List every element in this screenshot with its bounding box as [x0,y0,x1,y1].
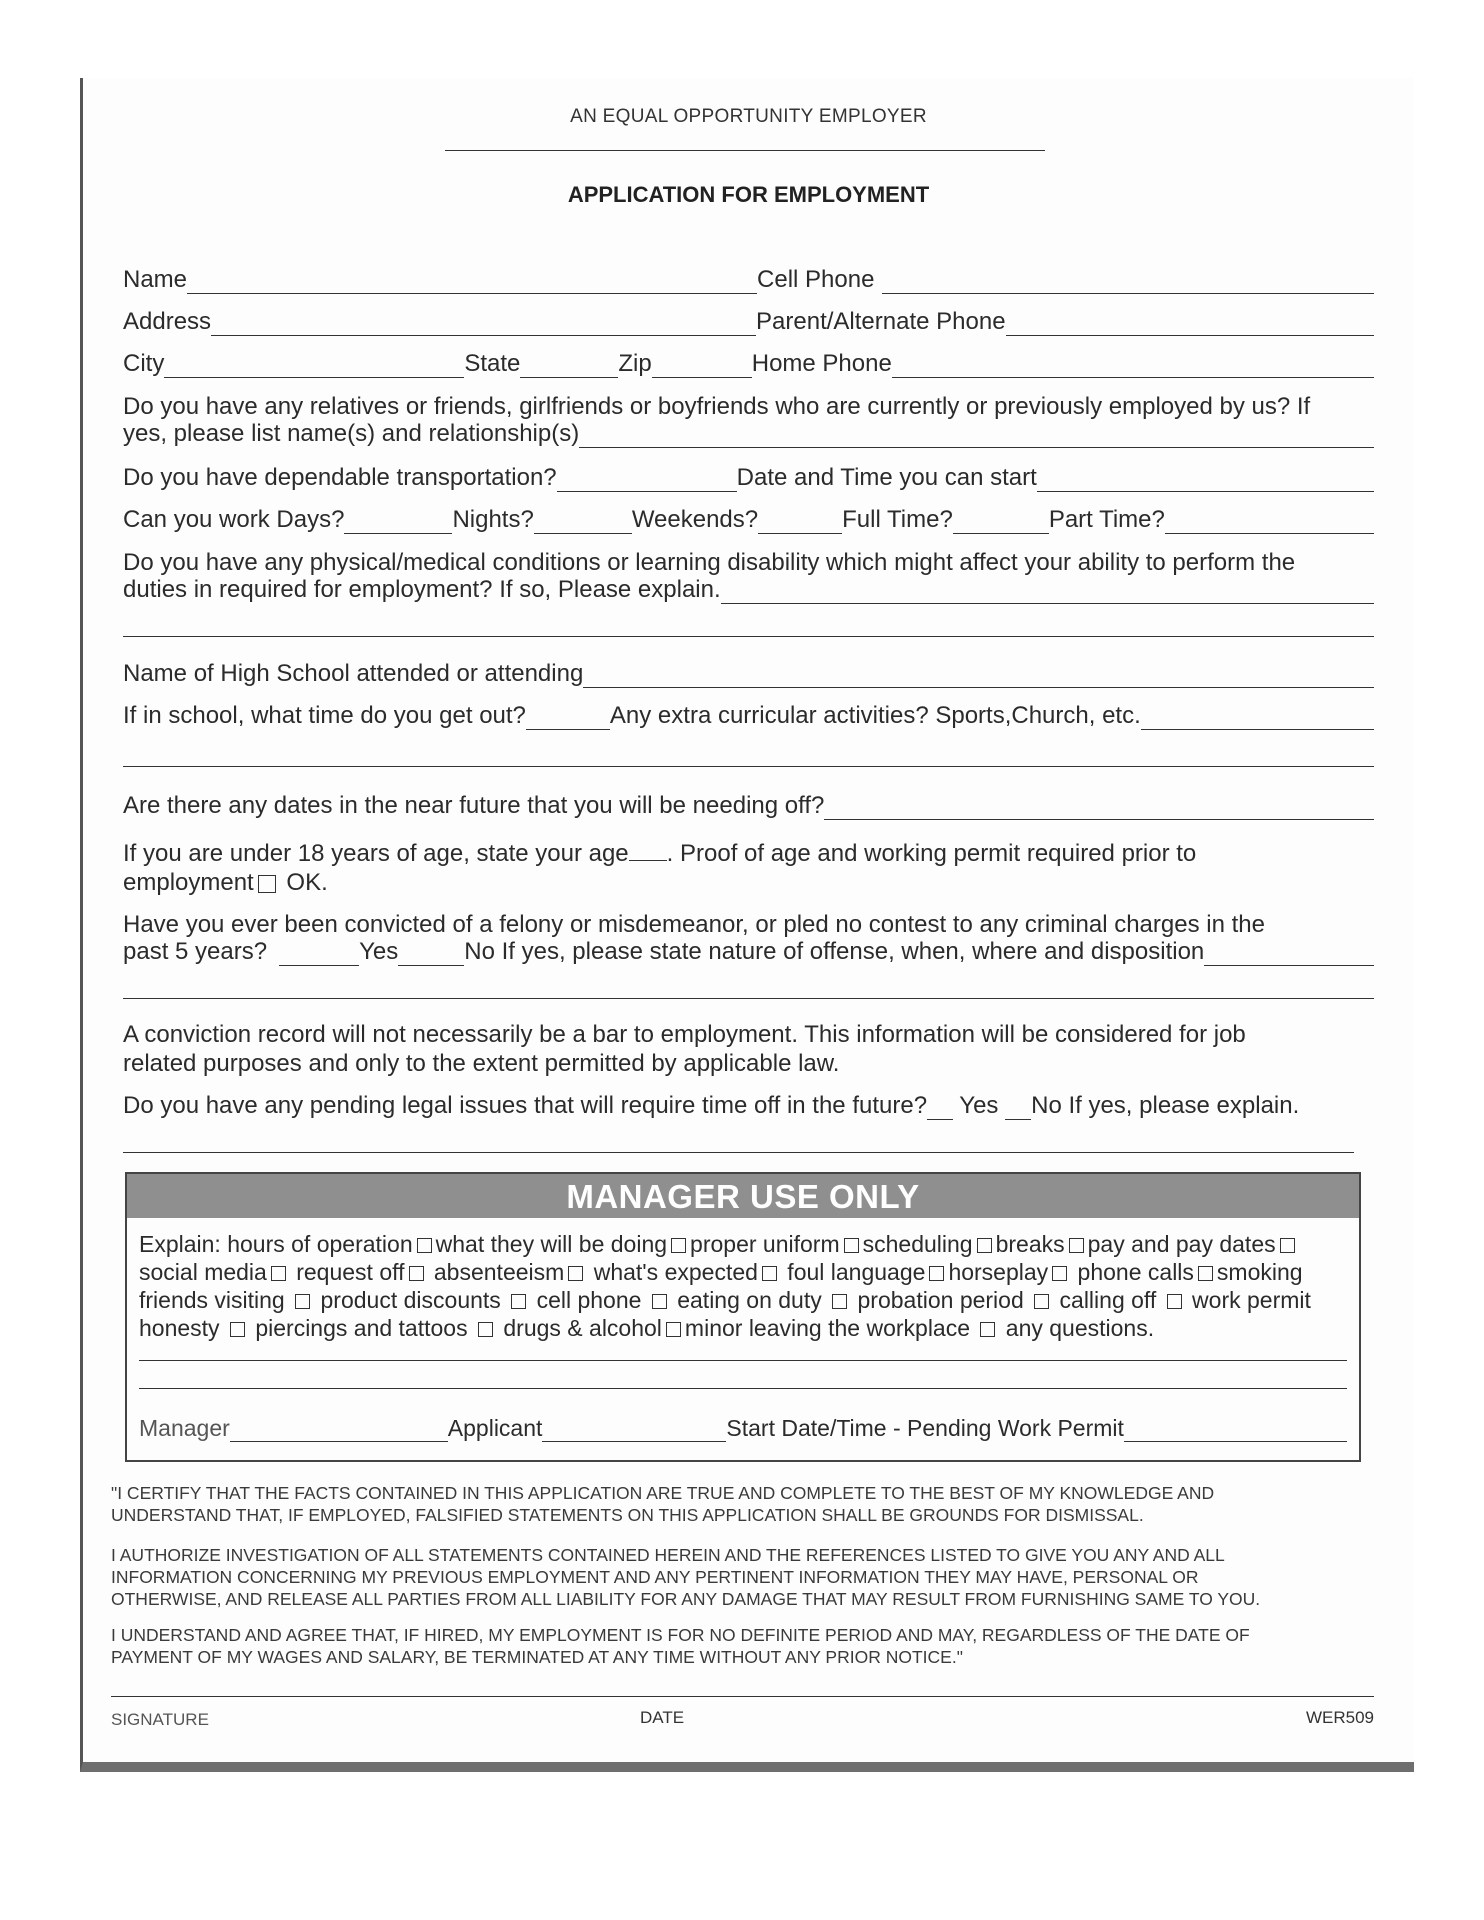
checklist-checkbox[interactable] [844,1238,859,1253]
legal-yes-label: Yes [953,1092,1006,1119]
checklist-item: social media [139,1259,267,1285]
signature-label: SIGNATURE [111,1710,209,1729]
parent-phone-field[interactable] [1006,313,1374,336]
checklist-checkbox[interactable] [1167,1294,1182,1309]
checklist-checkbox[interactable] [511,1294,526,1309]
relatives-question [123,392,1374,421]
certify-line2: UNDERSTAND THAT, IF EMPLOYED, FALSIFIED STATEMENTS ON THIS APPLICATION SHALL BE GROUNDS FOR DISMISSAL. [111,1505,1144,1525]
age-text-b: . Proof of age and working permit required prior to [666,840,1197,867]
checklist-item: drugs & alcohol [496,1315,662,1341]
checklist-item: any questions. [999,1315,1155,1341]
felony-extra-line[interactable] [123,998,1374,999]
legal-yes-field[interactable] [927,1097,953,1120]
felony-text-b: No If yes, please state nature of offense, when, where and disposition [464,938,1205,965]
checklist-checkbox[interactable] [929,1266,944,1281]
age-line1 [123,838,1374,868]
parent-phone-label: Parent/Alternate Phone [756,308,1006,335]
checklist-item: breaks [995,1231,1065,1257]
manager-use-box [125,1172,1361,1462]
work-days-label: Can you work Days? [123,506,345,533]
part-time-field[interactable] [1165,511,1374,534]
felony-disposition-field[interactable] [1204,943,1374,966]
checklist-checkbox[interactable] [568,1266,583,1281]
checklist-item: piercings and tattoos [248,1315,474,1341]
ok-checkbox[interactable] [258,875,276,893]
zip-label: Zip [618,350,652,377]
cell-phone-label: Cell Phone [757,266,875,293]
legal-extra-line[interactable] [123,1152,1354,1153]
checklist-item: probation period [851,1287,1031,1313]
name-field[interactable] [187,271,757,294]
full-time-field[interactable] [953,511,1049,534]
checklist-item: foul language [780,1259,926,1285]
row-address [123,306,1374,336]
date-label: DATE [640,1708,685,1727]
checklist-checkbox[interactable] [832,1294,847,1309]
felony-line1: Have you ever been convicted of a felony or misdemeanor, or pled no contest to any criminal charges in the [123,911,1265,938]
relatives-line2: yes, please list name(s) and relationship(s) [123,420,580,447]
legal-no-field[interactable] [1005,1097,1031,1120]
checklist-item: minor leaving the workplace [684,1315,977,1341]
checklist-item: proper uniform [690,1231,840,1257]
certify-line1: "I CERTIFY THAT THE FACTS CONTAINED IN THIS APPLICATION ARE TRUE AND COMPLETE TO THE BEST OF MY KNOWLEDGE AND [111,1483,1215,1503]
authorize-line1: I AUTHORIZE INVESTIGATION OF ALL STATEMENTS CONTAINED HEREIN AND THE REFERENCES LISTED TO GIVE YOU ANY AND ALL [111,1545,1225,1565]
city-label: City [123,350,165,377]
start-date-label: Date and Time you can start [736,464,1037,491]
checklist-checkbox[interactable] [230,1322,245,1337]
address-label: Address [123,308,212,335]
conviction-line1: A conviction record will not necessarily be a bar to employment. This information will be considered for job [123,1021,1246,1048]
row-transportation [123,462,1374,492]
understand-statement [111,1624,1374,1668]
applicant-sign-field[interactable] [542,1419,726,1442]
checklist-item: eating on duty [670,1287,829,1313]
conviction-line2: related purposes and only to the extent permitted by applicable law. [123,1050,840,1077]
manager-heading: MANAGER USE ONLY [127,1174,1359,1218]
nights-field[interactable] [534,511,632,534]
high-school-label: Name of High School attended or attending [123,660,584,687]
part-time-label: Part Time? [1048,506,1165,533]
high-school-field[interactable] [583,665,1374,688]
checklist-item: honesty [139,1315,226,1341]
medical-question [123,548,1374,577]
medical-extra-line[interactable] [123,636,1374,637]
relatives-field[interactable] [579,425,1374,448]
checklist-checkbox[interactable] [762,1266,777,1281]
medical-line1: Do you have any physical/medical conditions or learning disability which might affect your ability to perform the [123,549,1296,576]
checklist-item: horseplay [948,1259,1049,1285]
manager-sign-row [139,1412,1347,1442]
extracurricular-field[interactable] [1141,707,1374,730]
checklist-item: calling off [1053,1287,1163,1313]
checklist-checkbox[interactable] [271,1266,286,1281]
felony-yes-field[interactable] [279,943,359,966]
checklist-checkbox[interactable] [1034,1294,1049,1309]
employer-line: AN EQUAL OPPORTUNITY EMPLOYER [570,106,927,127]
checklist-item: product discounts [314,1287,508,1313]
checklist-checkbox[interactable] [409,1266,424,1281]
header-rule [445,150,1045,151]
relatives-line1: Do you have any relatives or friends, girlfriends or boyfriends who are currently or previously employed by us? If [123,393,1311,420]
checklist-item: what they will be doing [435,1231,668,1257]
ok-text: OK. [279,869,328,896]
age-question [123,838,1374,897]
legal-text-b: No If yes, please explain. [1031,1092,1300,1119]
row-medical [123,574,1374,604]
checklist-item: smoking [1216,1259,1303,1285]
authorize-statement [111,1544,1374,1610]
row-city [123,348,1374,378]
full-time-label: Full Time? [842,506,953,533]
start-date-permit-field[interactable] [1124,1419,1347,1442]
row-relatives [123,418,1374,448]
age-line2 [123,868,1374,897]
dates-off-label: Are there any dates in the near future that you will be needing off? [123,792,825,819]
understand-line2: PAYMENT OF MY WAGES AND SALARY, BE TERMINATED AT ANY TIME WITHOUT ANY PRIOR NOTICE." [111,1647,963,1667]
home-phone-field[interactable] [892,355,1374,378]
manager-notes-line-1[interactable] [139,1360,1347,1361]
address-field[interactable] [211,313,756,336]
checklist-checkbox[interactable] [671,1238,686,1253]
understand-line1: I UNDERSTAND AND AGREE THAT, IF HIRED, MY EMPLOYMENT IS FOR NO DEFINITE PERIOD AND MAY, REGARDLESS OF THE DATE OF [111,1625,1250,1645]
cell-phone-field[interactable] [882,271,1374,294]
checklist-checkbox[interactable] [652,1294,667,1309]
checklist-item: request off [289,1259,405,1285]
school-out-label: If in school, what time do you get out? [123,702,526,729]
checklist-checkbox[interactable] [1052,1266,1067,1281]
zip-field[interactable] [652,355,752,378]
medical-field[interactable] [721,581,1374,604]
checklist-checkbox[interactable] [417,1238,432,1253]
state-field[interactable] [520,355,618,378]
checklist-checkbox[interactable] [1198,1266,1213,1281]
dates-off-field[interactable] [824,797,1374,820]
checklist-item: work permit [1185,1287,1311,1313]
transportation-field[interactable] [557,469,737,492]
checklist-item: Explain: hours of operation [139,1231,413,1257]
checklist-checkbox[interactable] [1280,1238,1295,1253]
weekends-field[interactable] [758,511,842,534]
row-school-out [123,700,1374,730]
row-high-school [123,658,1374,688]
manager-sign-field[interactable] [230,1419,448,1442]
row-dates-off [123,790,1374,820]
transportation-label: Do you have dependable transportation? [123,464,557,491]
manager-line-2 [139,1258,1347,1286]
start-date-permit-label: Start Date/Time - Pending Work Permit [726,1415,1124,1441]
manager-checklist [127,1218,1359,1342]
checklist-checkbox[interactable] [980,1322,995,1337]
applicant-label: Applicant [447,1415,543,1441]
school-out-field[interactable] [526,707,610,730]
checklist-item: absenteeism [427,1259,565,1285]
checklist-checkbox[interactable] [1069,1238,1084,1253]
felony-question [123,910,1374,939]
form-title: APPLICATION FOR EMPLOYMENT [567,182,930,207]
row-felony [123,936,1374,966]
row-pending-legal [123,1090,1374,1120]
form-code: WER509 [1305,1708,1374,1727]
city-field[interactable] [164,355,464,378]
felony-yes-label: Yes [359,938,399,965]
manager-line-1 [139,1230,1347,1258]
signature-line[interactable] [111,1696,1374,1697]
checklist-checkbox[interactable] [666,1322,681,1337]
row-name [123,264,1374,294]
felony-text-a: past 5 years? [123,938,268,965]
felony-no-field[interactable] [398,943,464,966]
checklist-checkbox[interactable] [478,1322,493,1337]
manager-notes-line-2[interactable] [139,1388,1347,1389]
checklist-item: phone calls [1071,1259,1194,1285]
row-availability [123,504,1374,534]
certify-statement [111,1482,1374,1526]
manager-line-3 [139,1286,1347,1314]
checklist-item: pay and pay dates [1087,1231,1276,1257]
name-label: Name [123,266,188,293]
authorize-line3: OTHERWISE, AND RELEASE ALL PARTIES FROM ALL LIABILITY FOR ANY DAMAGE THAT MAY RESULT FROM FURNISHING SAME TO YOU. [111,1589,1261,1609]
employment-text: employment [123,869,254,896]
extracurricular-label: Any extra curricular activities? Sports,Church, etc. [609,702,1141,729]
extracurricular-extra-line[interactable] [123,766,1374,767]
weekends-label: Weekends? [631,506,759,533]
application-form [80,78,1414,1772]
checklist-item: friends visiting [139,1287,292,1313]
checklist-item: scheduling [862,1231,973,1257]
checklist-item: what's expected [587,1259,758,1285]
legal-text-a: Do you have any pending legal issues that will require time off in the future? [123,1092,928,1119]
nights-label: Nights? [452,506,534,533]
home-phone-label: Home Phone [751,350,892,377]
work-days-field[interactable] [344,511,452,534]
authorize-line2: INFORMATION CONCERNING MY PREVIOUS EMPLOYMENT AND ANY PERTINENT INFORMATION THEY MAY HAVE, PERSONAL OR [111,1567,1199,1587]
state-label: State [464,350,521,377]
medical-line2: duties in required for employment? If so, Please explain. [123,576,721,603]
start-date-field[interactable] [1037,469,1374,492]
checklist-item: cell phone [530,1287,648,1313]
conviction-note [123,1020,1374,1078]
manager-label: Manager [139,1415,230,1441]
age-text-a: If you are under 18 years of age, state your age [123,840,629,867]
manager-line-4 [139,1314,1347,1342]
checklist-checkbox[interactable] [295,1294,310,1309]
checklist-checkbox[interactable] [977,1238,992,1253]
age-field[interactable] [629,838,667,861]
